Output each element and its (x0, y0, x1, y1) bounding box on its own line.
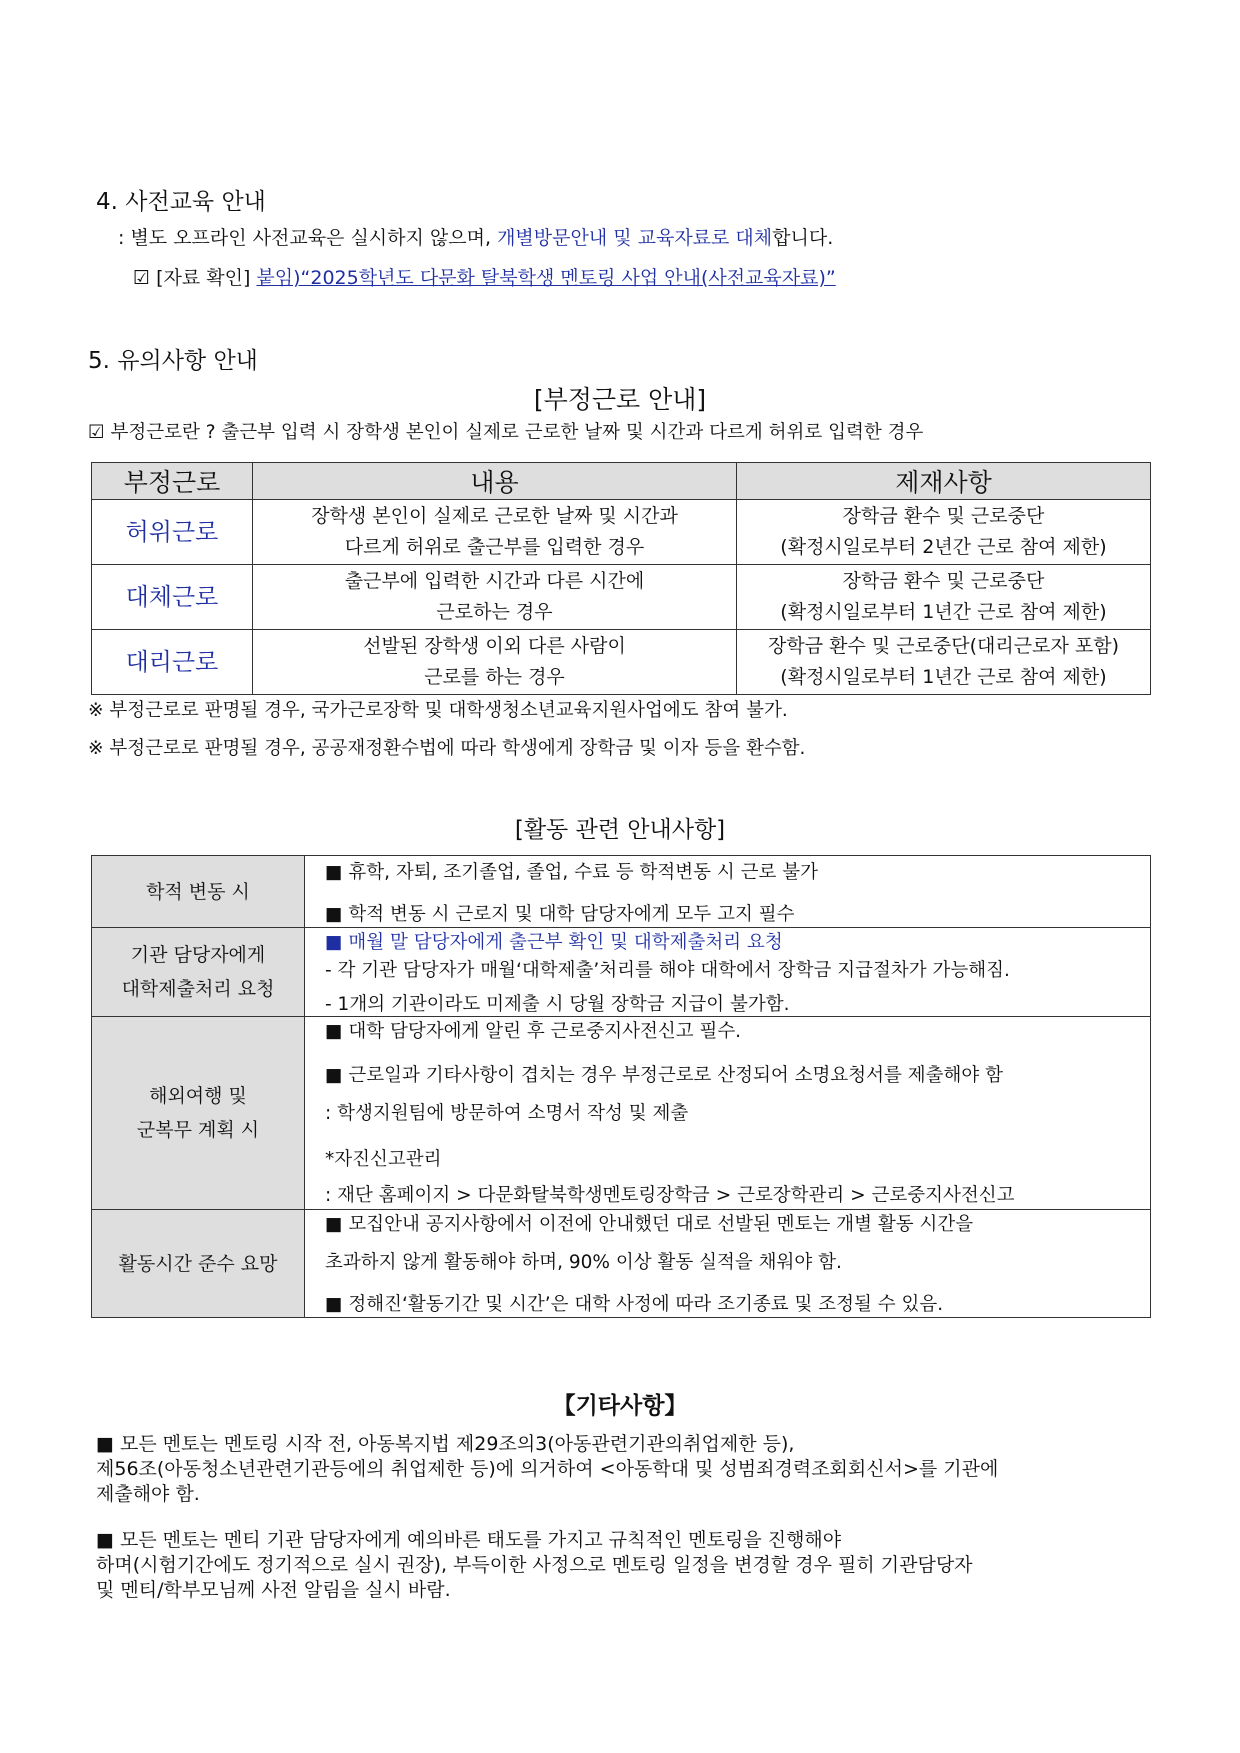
row-content (253, 565, 737, 630)
body-line: : 재단 홈페이지 > 다문화탈북학생멘토링장학금 > 근로장학관리 > 근로중지사전신고 (325, 1185, 1015, 1206)
highlight-text: 개별방문안내 및 교육자료로 대체 (497, 227, 773, 249)
label-line: 대학제출처리 요청 (121, 978, 275, 1000)
table-row (92, 928, 1151, 1017)
body-line: ■ 휴학, 자퇴, 조기졸업, 졸업, 수료 등 학적변동 시 근로 불가 (325, 862, 818, 883)
header-sanction: 제재사항 (737, 463, 1151, 500)
sanction-line: 장학금 환수 및 근로중단 (842, 570, 1045, 592)
label-line: 기관 담당자에게 (130, 944, 266, 966)
row-kind: 허위근로 (92, 500, 253, 565)
row-body (305, 1210, 1151, 1318)
table-row (92, 856, 1151, 928)
section-4-line-2 (133, 263, 836, 290)
content-line: 근로하는 경우 (436, 601, 553, 623)
activity-title: [활동 관련 안내사항] (514, 817, 726, 843)
attachment-link[interactable]: 붙임)“2025학년도 다문화 탈북학생 멘토링 사업 안내(사전교육자료)” (256, 267, 836, 289)
row-sanction (737, 565, 1151, 630)
row-content (253, 630, 737, 695)
paragraph-line: 및 멘티/학부모님께 사전 알림을 실시 바람. (96, 1579, 451, 1601)
sanction-line: 장학금 환수 및 근로중단(대리근로자 포함) (767, 635, 1119, 657)
fraud-work-title: [부정근로 안내] (533, 385, 707, 414)
row-content (253, 500, 737, 565)
label-line: 학적 변동 시 (146, 880, 250, 903)
body-line: *자진신고관리 (325, 1149, 442, 1170)
activity-table (91, 855, 1151, 1318)
body-line: ■ 매월 말 담당자에게 출근부 확인 및 대학제출처리 요청 (325, 932, 783, 953)
etc-paragraph-2 (96, 1528, 1156, 1603)
fraud-work-definition: ☑ 부정근로란 ? 출근부 입력 시 장학생 본인이 실제로 근로한 날짜 및 시간과 다르게 허위로 입력한 경우 (88, 422, 924, 443)
row-kind: 대리근로 (92, 630, 253, 695)
row-sanction (737, 500, 1151, 565)
table-row (92, 1210, 1151, 1318)
body-line: ■ 정해진‘활동기간 및 시간’은 대학 사정에 따라 조기종료 및 조정될 수 있음. (325, 1294, 944, 1315)
row-label (92, 928, 305, 1017)
fraud-work-table (91, 462, 1151, 695)
paragraph-line: 제출해야 함. (96, 1483, 200, 1505)
body-line: ■ 학적 변동 시 근로지 및 대학 담당자에게 모두 고지 필수 (325, 904, 795, 925)
material-label: ☑ [자료 확인] (133, 267, 257, 289)
table-row (92, 565, 1151, 630)
row-body (305, 1017, 1151, 1210)
body-line: : 학생지원팀에 방문하여 소명서 작성 및 제출 (325, 1103, 689, 1124)
content-line: 출근부에 입력한 시간과 다른 시간에 (344, 570, 645, 592)
paragraph-line: ■ 모든 멘토는 멘토링 시작 전, 아동복지법 제29조의3(아동관련기관의취업제한 등), (96, 1433, 795, 1455)
etc-title: 【기타사항】 (552, 1393, 688, 1419)
note-2: ※ 부정근로로 판명될 경우, 공공재정환수법에 따라 학생에게 장학금 및 이자 등을 환수함. (88, 738, 806, 759)
line-1-text: : 별도 오프라인 사전교육은 실시하지 않으며, (118, 227, 498, 249)
header-kind: 부정근로 (92, 463, 253, 500)
etc-paragraph-1 (96, 1432, 1156, 1507)
body-line: ■ 대학 담당자에게 알린 후 근로중지사전신고 필수. (325, 1021, 742, 1042)
row-body (305, 856, 1151, 928)
body-line: ■ 근로일과 기타사항이 겹치는 경우 부정근로로 산정되어 소명요청서를 제출해야 함 (325, 1065, 1004, 1086)
paragraph-line: ■ 모든 멘토는 멘티 기관 담당자에게 예의바른 태도를 가지고 규칙적인 멘토링을 진행해야 (96, 1529, 842, 1551)
table-row (92, 630, 1151, 695)
content-line: 장학생 본인이 실제로 근로한 날짜 및 시간과 (311, 505, 678, 527)
row-kind: 대체근로 (92, 565, 253, 630)
content-line: 선발된 장학생 이외 다른 사람이 (363, 635, 626, 657)
label-line: 해외여행 및 (149, 1085, 247, 1107)
label-line: 활동시간 준수 요망 (118, 1252, 278, 1275)
table-row (92, 1017, 1151, 1210)
row-body (305, 928, 1151, 1017)
table-row (92, 500, 1151, 565)
sanction-line: (확정시일로부터 2년간 근로 참여 제한) (780, 536, 1107, 558)
paragraph-line: 하며(시험기간에도 정기적으로 실시 권장), 부득이한 사정으로 멘토링 일정을 변경할 경우 필히 기관담당자 (96, 1554, 973, 1576)
sanction-line: (확정시일로부터 1년간 근로 참여 제한) (780, 666, 1107, 688)
row-label (92, 1210, 305, 1318)
content-line: 다르게 허위로 출근부를 입력한 경우 (344, 536, 645, 558)
sanction-line: 장학금 환수 및 근로중단 (842, 505, 1045, 527)
body-line: - 각 기관 담당자가 매월‘대학제출’처리를 해야 대학에서 장학금 지급절차가 가능해짐. (325, 960, 1010, 981)
section-4-line-1 (118, 223, 833, 250)
row-sanction (737, 630, 1151, 695)
section-4-title: 4. 사전교육 안내 (96, 189, 266, 215)
row-label (92, 856, 305, 928)
note-1: ※ 부정근로로 판명될 경우, 국가근로장학 및 대학생청소년교육지원사업에도 참여 불가. (88, 700, 788, 721)
body-line: 초과하지 않게 활동해야 하며, 90% 이상 활동 실적을 채워야 함. (325, 1252, 842, 1273)
line-1-suffix: 합니다. (772, 227, 834, 249)
table-header-row (92, 463, 1151, 500)
body-line: ■ 모집안내 공지사항에서 이전에 안내했던 대로 선발된 멘토는 개별 활동 시간을 (325, 1214, 974, 1235)
content-line: 근로를 하는 경우 (424, 666, 565, 688)
row-label (92, 1017, 305, 1210)
section-5-title: 5. 유의사항 안내 (88, 348, 258, 374)
body-line: - 1개의 기관이라도 미제출 시 당월 장학금 지급이 불가함. (325, 994, 790, 1015)
header-content: 내용 (253, 463, 737, 500)
label-line: 군복무 계획 시 (136, 1119, 260, 1141)
paragraph-line: 제56조(아동청소년관련기관등에의 취업제한 등)에 의거하여 <아동학대 및 성범죄경력조회회신서>를 기관에 (96, 1458, 999, 1480)
sanction-line: (확정시일로부터 1년간 근로 참여 제한) (780, 601, 1107, 623)
